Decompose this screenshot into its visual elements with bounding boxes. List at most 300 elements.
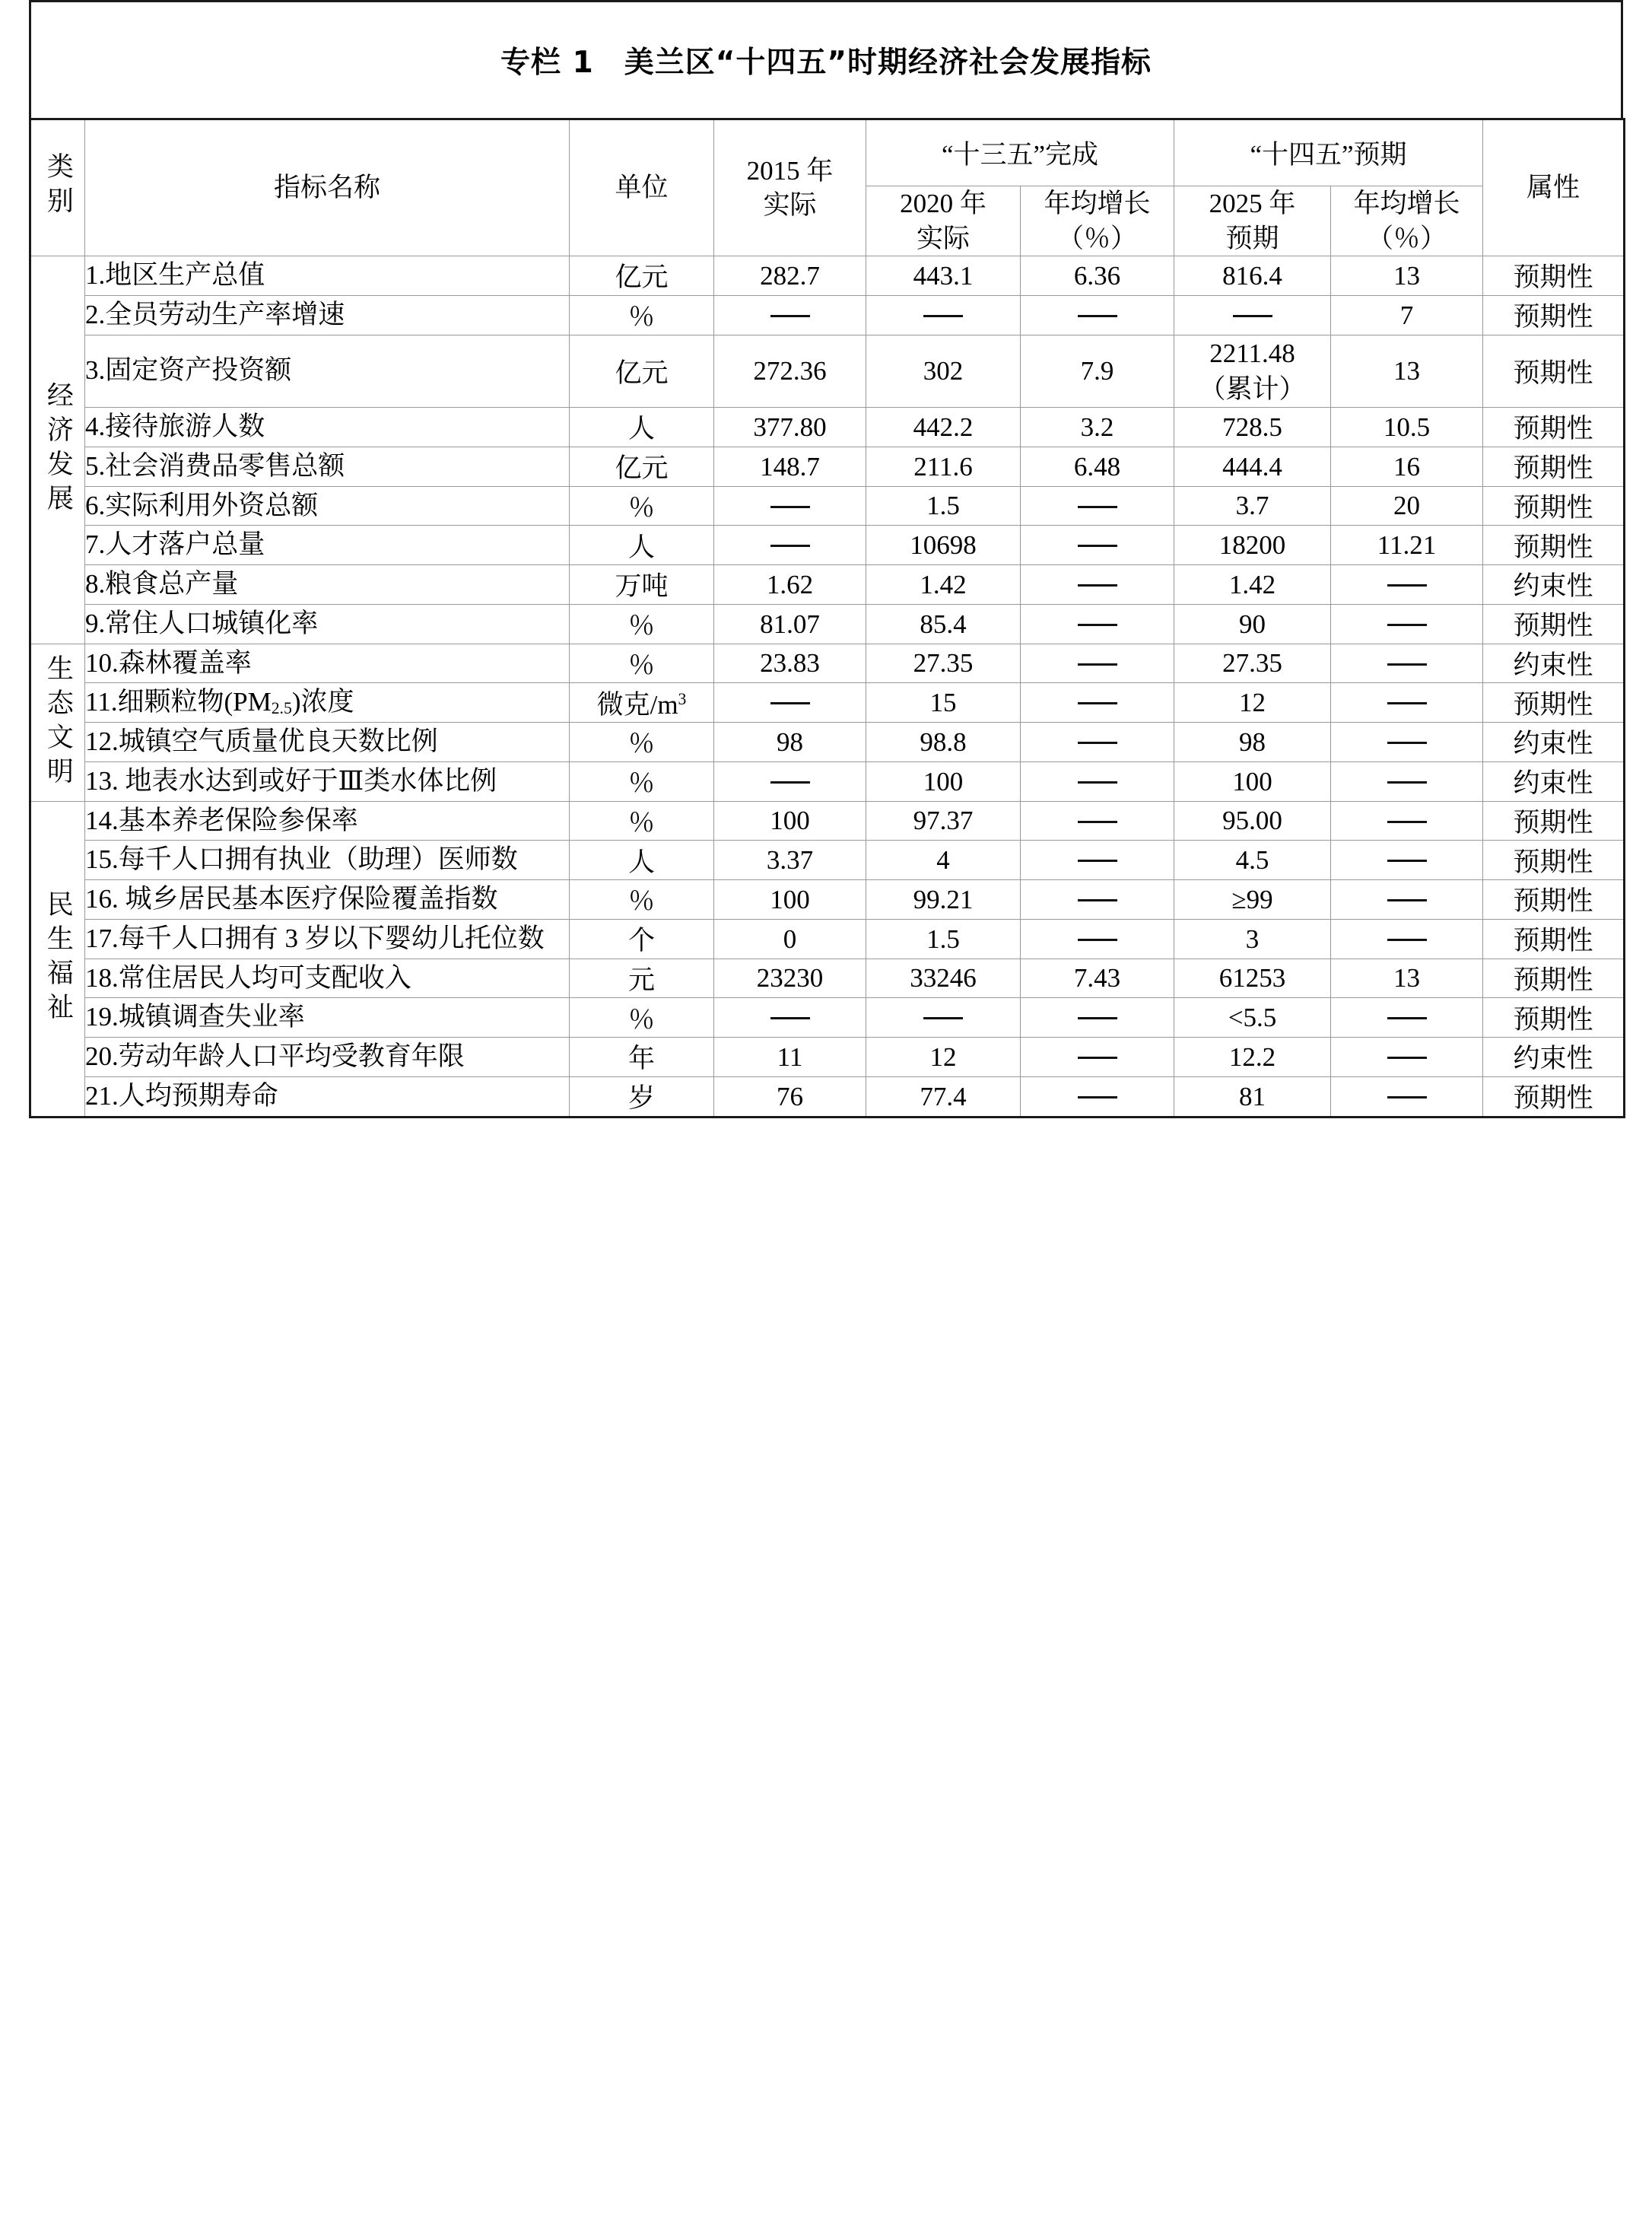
empty-dash (770, 1017, 810, 1019)
value-2015-cell (714, 801, 866, 841)
value-line-0: 1.5 (926, 924, 960, 954)
value-2015-cell (714, 447, 866, 486)
empty-dash (1233, 315, 1272, 317)
value-2025-cell (1174, 256, 1331, 296)
value-line-0: 33246 (910, 963, 977, 994)
growth-13th-cell (1021, 1076, 1174, 1117)
value-2025-cell (1174, 761, 1331, 801)
empty-dash (1078, 781, 1117, 784)
attribute-cell (1483, 447, 1625, 486)
value-line-0: 100 (1232, 766, 1272, 796)
attribute-cell (1483, 644, 1625, 683)
value-2020-cell (866, 1076, 1021, 1117)
growth-14th-cell (1331, 295, 1483, 335)
indicator-table (29, 118, 1625, 1118)
empty-dash (1078, 624, 1117, 626)
indicator-name-cell: 7.人才落户总量 (85, 526, 570, 565)
indicator-name-cell: 19.城镇调查失业率 (85, 998, 570, 1038)
value-2020-cell (866, 880, 1021, 920)
value-2025-cell (1174, 1038, 1331, 1077)
growth-14th-cell (1331, 565, 1483, 605)
attribute-cell (1483, 565, 1625, 605)
header-growth-13th (1021, 186, 1174, 256)
empty-dash (1387, 781, 1427, 784)
value-2020-cell (866, 408, 1021, 447)
header-2020-line1: 2020 年 (900, 189, 986, 218)
value-2015-cell (714, 683, 866, 723)
value-line-0: 预期性 (1513, 492, 1593, 523)
header-2015-actual (714, 119, 866, 256)
value-line-0: 10.5 (1383, 412, 1431, 442)
value-line-0: 6.36 (1073, 260, 1121, 291)
attribute-cell (1483, 723, 1625, 762)
table-title-block (29, 0, 1623, 118)
table-row (30, 723, 1625, 762)
value-2015-cell (714, 526, 866, 565)
value-line-0: 377.80 (753, 412, 827, 442)
empty-dash (1387, 702, 1427, 704)
attribute-cell (1483, 256, 1625, 296)
empty-dash (1387, 742, 1427, 744)
value-2020-cell (866, 998, 1021, 1038)
value-line-0: 18200 (1218, 530, 1286, 560)
value-2020-cell (866, 526, 1021, 565)
growth-13th-cell (1021, 959, 1174, 998)
growth-13th-cell (1021, 723, 1174, 762)
value-2025-cell (1174, 644, 1331, 683)
indicator-name-cell: 21.人均预期寿命 (85, 1076, 570, 1117)
value-line-0: 3 (1245, 924, 1260, 954)
growth-13th-cell (1021, 408, 1174, 447)
table-row (30, 761, 1625, 801)
value-2020-cell (866, 604, 1021, 644)
growth-13th-cell (1021, 256, 1174, 296)
category-label: 生态文明 (43, 653, 74, 791)
growth-13th-cell (1021, 880, 1174, 920)
attribute-cell (1483, 335, 1625, 408)
value-line-0: 2211.48 (1209, 338, 1295, 368)
value-line-0: <5.5 (1228, 1003, 1277, 1032)
value-2015-cell (714, 335, 866, 408)
unit-cell: ％ (570, 604, 714, 644)
growth-14th-cell (1331, 526, 1483, 565)
page-title: 专栏 1 美兰区“十四五”时期经济社会发展指标 (500, 46, 1152, 80)
value-line-0: 728.5 (1222, 412, 1282, 442)
empty-dash (1078, 315, 1117, 317)
growth-13th-cell (1021, 998, 1174, 1038)
value-line-0: 23230 (756, 963, 824, 994)
value-line-0: 97.37 (913, 806, 974, 836)
indicator-name-cell: 16. 城乡居民基本医疗保险覆盖指数 (85, 880, 570, 920)
empty-dash (770, 702, 810, 704)
unit-cell: 亿元 (570, 335, 714, 408)
header-group-13th: “十三五”完成 (866, 119, 1174, 186)
header-growth13-line2: （％） (1057, 223, 1138, 253)
empty-dash (1078, 506, 1117, 508)
empty-dash (1078, 899, 1117, 901)
growth-14th-cell (1331, 447, 1483, 486)
value-line-0: 约束性 (1513, 571, 1593, 602)
table-row (30, 408, 1625, 447)
value-line-0: 98 (777, 726, 803, 757)
growth-13th-cell (1021, 801, 1174, 841)
value-2025-cell (1174, 408, 1331, 447)
value-line-0: 4.5 (1235, 845, 1269, 875)
growth-14th-cell (1331, 644, 1483, 683)
empty-dash (1078, 821, 1117, 823)
growth-13th-cell (1021, 683, 1174, 723)
unit-cell: 年 (570, 1038, 714, 1077)
empty-dash (770, 315, 810, 317)
indicator-name-cell: 12.城镇空气质量优良天数比例 (85, 723, 570, 762)
value-line-0: 1.42 (1228, 569, 1276, 599)
value-2025-cell (1174, 295, 1331, 335)
header-2020-actual (866, 186, 1021, 256)
indicator-name-cell: 8.粮食总产量 (85, 565, 570, 605)
value-line-0: 约束性 (1513, 650, 1593, 680)
unit-cell: 人 (570, 526, 714, 565)
value-2015-cell (714, 959, 866, 998)
value-2025-cell (1174, 526, 1331, 565)
subscript: 2.5 (271, 699, 292, 718)
value-2020-cell (866, 1038, 1021, 1077)
header-indicator-name: 指标名称 (85, 119, 570, 256)
unit-cell: ％ (570, 998, 714, 1038)
table-row (30, 604, 1625, 644)
value-2025-cell (1174, 880, 1331, 920)
value-2015-cell (714, 998, 866, 1038)
value-2015-cell (714, 880, 866, 920)
growth-13th-cell (1021, 565, 1174, 605)
value-2020-cell (866, 723, 1021, 762)
empty-dash (1387, 1057, 1427, 1059)
value-line-0: 816.4 (1222, 260, 1282, 291)
value-line-0: 0 (783, 924, 797, 954)
empty-dash (1387, 1017, 1427, 1019)
indicator-name-cell: 14.基本养老保险参保率 (85, 801, 570, 841)
table-row (30, 1038, 1625, 1077)
value-line-0: 7 (1399, 300, 1414, 330)
value-line-0: 预期性 (1513, 611, 1593, 641)
value-line-0: 3.7 (1235, 491, 1269, 521)
superscript: 3 (678, 689, 687, 708)
value-2020-cell (866, 801, 1021, 841)
value-2025-cell (1174, 1076, 1331, 1117)
attribute-cell (1483, 683, 1625, 723)
table-row (30, 880, 1625, 920)
growth-13th-cell (1021, 919, 1174, 959)
table-row (30, 256, 1625, 296)
table-row (30, 644, 1625, 683)
value-line-0: 约束性 (1513, 729, 1593, 759)
table-row (30, 335, 1625, 408)
value-line-0: 443.1 (913, 260, 974, 291)
growth-14th-cell (1331, 998, 1483, 1038)
indicator-name-cell: 1.地区生产总值 (85, 256, 570, 296)
empty-dash (1387, 584, 1427, 587)
attribute-cell (1483, 295, 1625, 335)
growth-13th-cell (1021, 604, 1174, 644)
attribute-cell (1483, 486, 1625, 526)
value-line-0: 预期性 (1513, 807, 1593, 838)
header-2025-expected (1174, 186, 1331, 256)
value-2025-cell (1174, 604, 1331, 644)
value-2015-cell (714, 256, 866, 296)
unit-cell: ％ (570, 801, 714, 841)
growth-13th-cell (1021, 295, 1174, 335)
unit-cell: ％ (570, 723, 714, 762)
value-line-0: 11.21 (1377, 530, 1437, 560)
unit-cell: 人 (570, 841, 714, 880)
growth-13th-cell (1021, 486, 1174, 526)
value-line-0: 11 (777, 1041, 803, 1072)
value-2020-cell (866, 486, 1021, 526)
table-row (30, 998, 1625, 1038)
value-line-0: 77.4 (920, 1081, 967, 1111)
attribute-cell (1483, 1038, 1625, 1077)
value-2020-cell (866, 959, 1021, 998)
header-growth14-line2: （％） (1367, 223, 1447, 253)
value-line-0: 预期性 (1513, 689, 1593, 720)
attribute-cell (1483, 526, 1625, 565)
attribute-cell (1483, 841, 1625, 880)
value-2025-cell (1174, 841, 1331, 880)
value-line-0: 95.00 (1222, 806, 1282, 836)
growth-14th-cell (1331, 408, 1483, 447)
empty-dash (1387, 624, 1427, 626)
growth-14th-cell (1331, 256, 1483, 296)
value-line-0: 10698 (910, 530, 977, 560)
value-line-0: 27.35 (913, 648, 974, 679)
empty-dash (1078, 1057, 1117, 1059)
attribute-cell (1483, 1076, 1625, 1117)
indicator-name-cell: 13. 地表水达到或好于Ⅲ类水体比例 (85, 761, 570, 801)
value-line-0: 13 (1393, 356, 1421, 386)
value-2015-cell (714, 761, 866, 801)
value-2015-cell (714, 1038, 866, 1077)
value-2020-cell (866, 919, 1021, 959)
value-line-0: 预期性 (1513, 414, 1593, 444)
header-growth13-line1: 年均增长 (1044, 189, 1151, 218)
value-line-0: 预期性 (1513, 847, 1593, 877)
growth-14th-cell (1331, 959, 1483, 998)
value-line-0: 98.8 (920, 726, 967, 757)
growth-14th-cell (1331, 880, 1483, 920)
value-line-0: 302 (923, 356, 964, 386)
header-unit: 单位 (570, 119, 714, 256)
unit-cell: 元 (570, 959, 714, 998)
value-line-0: 12 (929, 1041, 957, 1072)
indicator-name-cell: 20.劳动年龄人口平均受教育年限 (85, 1038, 570, 1077)
growth-14th-cell (1331, 486, 1483, 526)
table-row (30, 959, 1625, 998)
value-line-0: 85.4 (920, 609, 967, 639)
value-2025-cell (1174, 335, 1331, 408)
table-row (30, 919, 1625, 959)
value-line-0: 3.2 (1080, 412, 1114, 442)
growth-14th-cell (1331, 1076, 1483, 1117)
value-2015-cell (714, 408, 866, 447)
growth-14th-cell (1331, 723, 1483, 762)
empty-dash (1078, 1096, 1117, 1098)
growth-13th-cell (1021, 526, 1174, 565)
empty-dash (1387, 663, 1427, 666)
header-growth-14th (1331, 186, 1483, 256)
empty-dash (770, 506, 810, 508)
empty-dash (1078, 939, 1117, 941)
value-2020-cell (866, 256, 1021, 296)
value-2015-cell (714, 604, 866, 644)
category-cell-0 (30, 256, 85, 644)
value-2015-cell (714, 1076, 866, 1117)
attribute-cell (1483, 959, 1625, 998)
value-line-0: 442.2 (913, 412, 974, 442)
value-line-0: 预期性 (1513, 926, 1593, 956)
header-category-label: 类别 (43, 151, 74, 221)
growth-14th-cell (1331, 841, 1483, 880)
unit-cell: 微克$/m^3$ (570, 683, 714, 723)
empty-dash (923, 315, 963, 317)
empty-dash (1078, 860, 1117, 862)
growth-14th-cell (1331, 761, 1483, 801)
growth-13th-cell (1021, 761, 1174, 801)
value-line-0: 12.2 (1228, 1041, 1276, 1072)
value-line-0: ≥99 (1231, 884, 1273, 914)
growth-13th-cell (1021, 447, 1174, 486)
indicator-name-cell: 2.全员劳动生产率增速 (85, 295, 570, 335)
value-line-0: 预期性 (1513, 358, 1593, 388)
value-2015-cell (714, 644, 866, 683)
indicator-name-cell: 4.接待旅游人数 (85, 408, 570, 447)
value-2020-cell (866, 841, 1021, 880)
value-line-0: 100 (770, 806, 810, 836)
value-line-0: 3.37 (766, 845, 814, 875)
indicator-name-cell: 10.森林覆盖率 (85, 644, 570, 683)
header-row-group (30, 119, 1625, 186)
header-2015-line2: 实际 (763, 190, 817, 220)
indicator-name-cell: 18.常住居民人均可支配收入 (85, 959, 570, 998)
growth-14th-cell (1331, 335, 1483, 408)
value-2015-cell (714, 723, 866, 762)
value-line-0: 预期性 (1513, 262, 1593, 293)
value-line-0: 12 (1239, 688, 1266, 717)
value-line-0: 预期性 (1513, 886, 1593, 917)
empty-dash (1078, 663, 1117, 666)
attribute-cell (1483, 998, 1625, 1038)
category-label: 经济发展 (43, 381, 74, 519)
unit-cell: 万吨 (570, 565, 714, 605)
empty-dash (1387, 1096, 1427, 1098)
unit-cell: 亿元 (570, 447, 714, 486)
value-2020-cell (866, 644, 1021, 683)
value-line-0: 约束性 (1513, 1044, 1593, 1074)
value-line-0: 预期性 (1513, 1083, 1593, 1114)
growth-14th-cell (1331, 683, 1483, 723)
empty-dash (1078, 584, 1117, 587)
table-row (30, 565, 1625, 605)
value-line-0: 16 (1393, 451, 1421, 482)
indicator-name-cell: 3.固定资产投资额 (85, 335, 570, 408)
growth-14th-cell (1331, 919, 1483, 959)
attribute-cell (1483, 408, 1625, 447)
attribute-cell (1483, 880, 1625, 920)
value-2025-cell (1174, 959, 1331, 998)
unit-cell: ％ (570, 486, 714, 526)
value-2015-cell (714, 565, 866, 605)
value-line-0: 90 (1239, 609, 1266, 639)
header-group-14th: “十四五”预期 (1174, 119, 1483, 186)
value-2025-cell (1174, 447, 1331, 486)
indicator-name-cell: 6.实际利用外资总额 (85, 486, 570, 526)
empty-dash (1078, 742, 1117, 744)
indicator-name-cell: 15.每千人口拥有执业（助理）医师数 (85, 841, 570, 880)
table-row (30, 683, 1625, 723)
value-line-0: 预期性 (1513, 965, 1593, 995)
value-line-0: 27.35 (1222, 648, 1282, 679)
value-line-0: 约束性 (1513, 768, 1593, 799)
table-row (30, 1076, 1625, 1117)
value-line-0: 282.7 (760, 260, 820, 291)
value-line-0: 15 (929, 688, 957, 717)
value-2025-cell (1174, 723, 1331, 762)
growth-13th-cell (1021, 335, 1174, 408)
header-2025-line1: 2025 年 (1209, 189, 1296, 218)
empty-dash (1387, 939, 1427, 941)
value-2025-cell (1174, 919, 1331, 959)
table-row (30, 526, 1625, 565)
value-line-0: 211.6 (913, 451, 973, 482)
value-line-0: 272.36 (753, 356, 827, 386)
value-line-0: 61253 (1218, 963, 1286, 994)
unit-cell: ％ (570, 644, 714, 683)
value-line-0: 100 (770, 884, 810, 914)
value-2025-cell (1174, 683, 1331, 723)
empty-dash (1387, 899, 1427, 901)
empty-dash (1387, 860, 1427, 862)
empty-dash (1078, 545, 1117, 547)
value-line-0: 98 (1239, 726, 1266, 757)
value-line-0: 20 (1393, 491, 1421, 521)
growth-14th-cell (1331, 1038, 1483, 1077)
value-2015-cell (714, 295, 866, 335)
header-category (30, 119, 85, 256)
value-line-0: 148.7 (760, 451, 820, 482)
value-line-0: 预期性 (1513, 1004, 1593, 1035)
category-cell-2 (30, 801, 85, 1117)
value-line-0: 81 (1239, 1081, 1266, 1111)
value-line-0: 预期性 (1513, 532, 1593, 562)
indicator-name-cell: 17.每千人口拥有 3 岁以下婴幼儿托位数 (85, 919, 570, 959)
attribute-cell (1483, 801, 1625, 841)
value-line-0: 13 (1393, 260, 1421, 291)
value-line-0: 预期性 (1513, 453, 1593, 484)
empty-dash (1078, 1017, 1117, 1019)
header-2025-line2: 预期 (1225, 223, 1279, 253)
header-2020-line2: 实际 (916, 223, 970, 253)
value-2020-cell (866, 761, 1021, 801)
indicator-name-cell: 5.社会消费品零售总额 (85, 447, 570, 486)
attribute-cell (1483, 761, 1625, 801)
value-line-0: 76 (777, 1081, 803, 1111)
table-row (30, 447, 1625, 486)
value-line-1: （累计） (1199, 374, 1306, 404)
empty-dash (923, 1017, 963, 1019)
value-2015-cell (714, 486, 866, 526)
table-header (30, 119, 1625, 256)
value-2020-cell (866, 447, 1021, 486)
unit-cell: ％ (570, 880, 714, 920)
table-row (30, 801, 1625, 841)
